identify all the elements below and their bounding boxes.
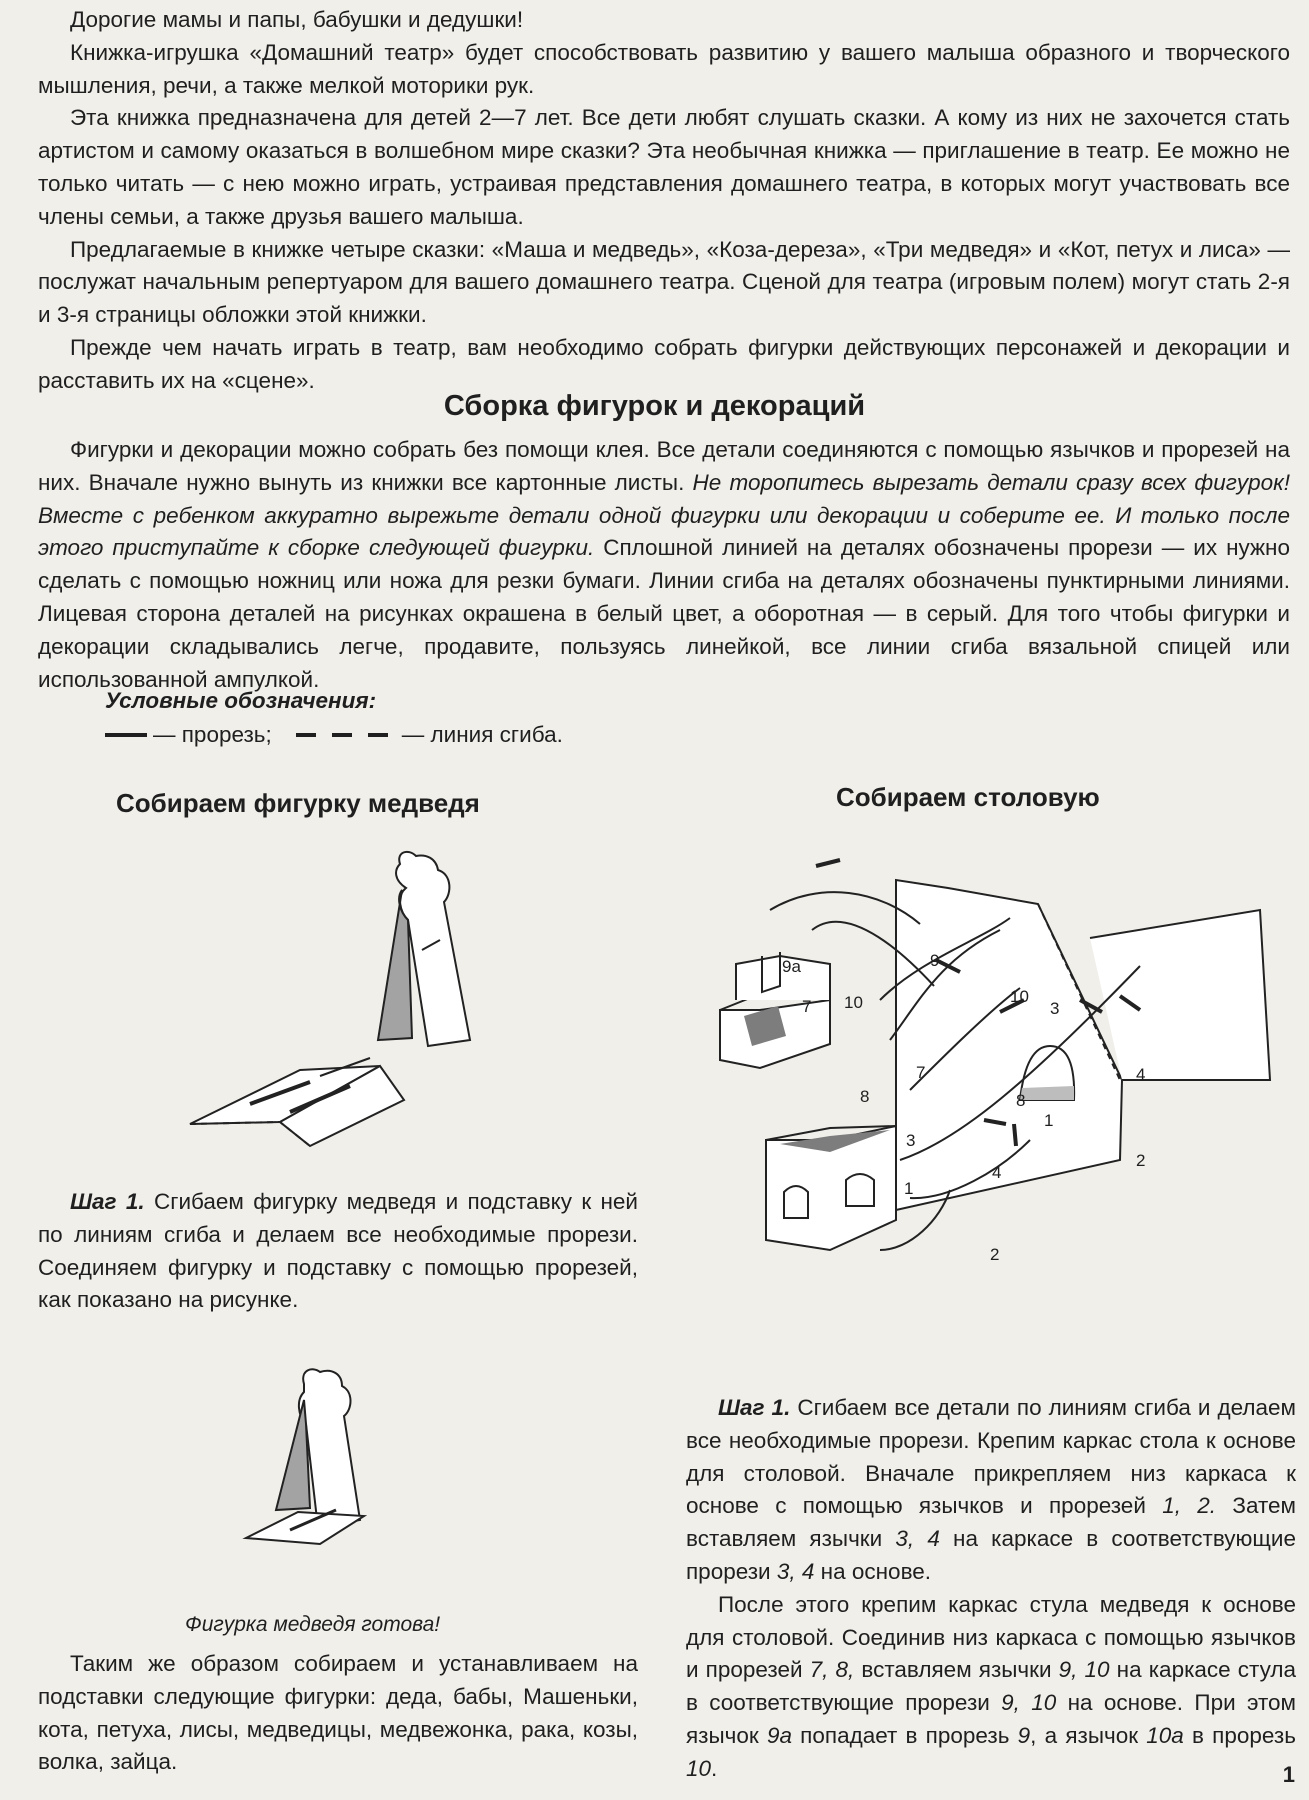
dining-ref: 9, 10: [1058, 1657, 1110, 1683]
dining-label-5: 3: [1050, 999, 1060, 1018]
intro-block: [38, 4, 1290, 398]
dining-label-6: 8: [860, 1087, 870, 1106]
assembly-text-start: Фигурки и декорации можно собрать без помощи клея. Все детали соединяются с помощью язычков и прорезей на них. Вначале нужно вынуть из книжки все картонные листы.: [38, 437, 1290, 495]
intro-paragraph-2: Эта книжка предназначена для детей 2—7 лет. Все дети любят слушать сказки. А кому из них не захочется стать артистом и самому оказаться в волшебном мире сказки? Эта необычная книжка — приглашение в театр. Ее можно не только читать — с нею можно играть, устраивая представления домашнего театра, в которых могут участвовать все члены семьи, а также друзья вашего малыша.: [38, 105, 1290, 229]
dining-ref: 10: [686, 1755, 712, 1781]
dining-label-1: 9: [930, 951, 940, 970]
section-title: Сборка фигурок и декораций: [443, 390, 866, 422]
dining-step-ref: 3, 4: [776, 1558, 815, 1584]
bear-outro-paragraph: Таким же образом собираем и устанавливаем на подставки следующие фигурки: деда, бабы, Машеньки, кота, петуха, лисы, медведицы, медвежонка, рака, козы, волка, зайца.: [38, 1651, 638, 1775]
bear-outro: [38, 1648, 638, 1779]
bear-assembly-illustration: [170, 850, 510, 1150]
intro-paragraph-4: Прежде чем начать играть в театр, вам необходимо собрать фигурки действующих персонажей и декорации и расставить их на «сцене».: [38, 334, 1290, 393]
fold-line-symbol: [296, 733, 396, 737]
intro-paragraph-3: Предлагаемые в книжке четыре сказки: «Маша и медведь», «Коза-дереза», «Три медведя» и «Кот, петух и лиса» — послужат начальным репертуаром для вашего домашнего театра. Сценой для театра (игровым полем) могут стать 2-я и 3-я страницы обложки этой книжки.: [38, 236, 1290, 328]
dining-label-11: 3: [906, 1131, 916, 1150]
dining-ref: 9а: [766, 1722, 792, 1748]
assembly-paragraph: [38, 434, 1290, 696]
dining-label-13: 2: [1136, 1151, 1146, 1170]
dining-step-paragraph-2: [686, 1589, 1296, 1786]
bear-ready-caption: Фигурка медведя готова!: [185, 1613, 441, 1636]
dining-ref: 10а: [1146, 1722, 1184, 1748]
dining-assembly-illustration: [700, 840, 1300, 1280]
dining-section-title: Собираем столовую: [836, 782, 1100, 812]
dining-step-label: Шаг 1.: [718, 1395, 791, 1420]
dining-text: .: [711, 1755, 718, 1781]
dining-label-4: 10: [1010, 987, 1029, 1006]
assembly-text-italic: Не торопитесь вырезать детали сразу всех фигурок! Вместе с ребенком аккуратно вырежьте детали одной фигурки или декорации и соберите ее. И только после этого приступайте к сборке следующей фигурки.: [38, 469, 1290, 561]
page-number: 1: [1282, 1762, 1295, 1787]
assembly-instructions: [38, 434, 1290, 696]
bear-step-1: [38, 1186, 638, 1317]
legend-fold-label: — линия сгиба.: [401, 722, 563, 747]
bear-finished-illustration: [240, 1360, 430, 1550]
cut-line-symbol: [105, 733, 147, 737]
legend-cut-label: — прорезь;: [153, 722, 272, 747]
dining-step-text: Затем вставляем язычки: [686, 1493, 1296, 1552]
bear-section-title: Собираем фигурку медведя: [116, 788, 480, 818]
dining-text: , а язычок: [1030, 1722, 1147, 1748]
dining-step-paragraph: [686, 1392, 1296, 1589]
dining-text: попадает в прорезь: [791, 1722, 1018, 1748]
bear-step-text: Сгибаем фигурку медведя и подставку к ней по линиям сгиба и делаем все необходимые прорези. Соединяем фигурку и подставку с помощью прорезей, как показано на рисунке.: [38, 1189, 638, 1313]
dining-label-9: 8: [1016, 1091, 1026, 1110]
dining-label-3: 10: [844, 993, 863, 1012]
dining-ref: 7, 8,: [809, 1657, 855, 1683]
dining-label-15: 2: [990, 1245, 1000, 1264]
bear-step-paragraph: [38, 1186, 638, 1317]
dining-label-0: 9а: [782, 957, 801, 976]
dining-label-12: 4: [992, 1163, 1002, 1182]
dining-label-7: 7: [916, 1063, 926, 1082]
dining-step-text: на основе.: [814, 1558, 932, 1584]
intro-paragraph-1: Книжка-игрушка «Домашний театр» будет способствовать развитию у вашего малыша образного и творческого мышления, речи, а также мелкой моторики рук.: [38, 39, 1290, 98]
dining-text: в прорезь: [1183, 1722, 1296, 1748]
dining-ref: 9: [1017, 1722, 1031, 1748]
dining-step-text: на каркасе в соответствующие прорези: [686, 1526, 1296, 1584]
dining-step-text: Сгибаем все детали по линиям сгиба и делаем все необходимые прорези. Крепим каркас стола к основе для столовой. Вначале прикрепляем низ каркаса к основе с помощью язычков и прорезей: [686, 1395, 1296, 1519]
dining-ref: 9, 10: [1001, 1690, 1057, 1716]
dining-label-8: 4: [1136, 1065, 1146, 1084]
dining-text: вставляем язычки: [854, 1657, 1059, 1683]
dining-label-2: 7: [802, 997, 812, 1016]
dining-step-1: [686, 1392, 1296, 1786]
dining-label-14: 1: [904, 1179, 914, 1198]
bear-step-label: Шаг 1.: [70, 1189, 145, 1214]
dining-text: на основе. При этом язычок: [686, 1690, 1296, 1748]
assembly-text-end: Сплошной линией на деталях обозначены прорези — их нужно сделать с помощью ножниц или ножа для резки бумаги. Линии сгиба на деталях обозначены пунктирными линиями. Лицевая сторона деталей на рисунках окрашена в белый цвет, а оборотная — в серый. Для того чтобы фигурки и декорации складывались легче, продавите, пользуясь линейкой, все линии сгиба вязальной спицей или использованной ампулкой.: [38, 535, 1290, 692]
legend: [105, 722, 563, 748]
dining-step-ref: 3, 4: [895, 1526, 940, 1552]
dining-step-ref: 1, 2.: [1162, 1493, 1217, 1519]
dining-label-10: 1: [1044, 1111, 1054, 1130]
greeting: Дорогие мамы и папы, бабушки и дедушки!: [70, 7, 524, 32]
legend-title: Условные обозначения:: [105, 688, 377, 713]
dining-text: на каркасе стула в соответствующие прорези: [686, 1657, 1297, 1716]
dining-text: После этого крепим каркас стула медведя к основе для столовой. Соединив низ каркаса с помощью язычков и прорезей: [686, 1591, 1296, 1683]
